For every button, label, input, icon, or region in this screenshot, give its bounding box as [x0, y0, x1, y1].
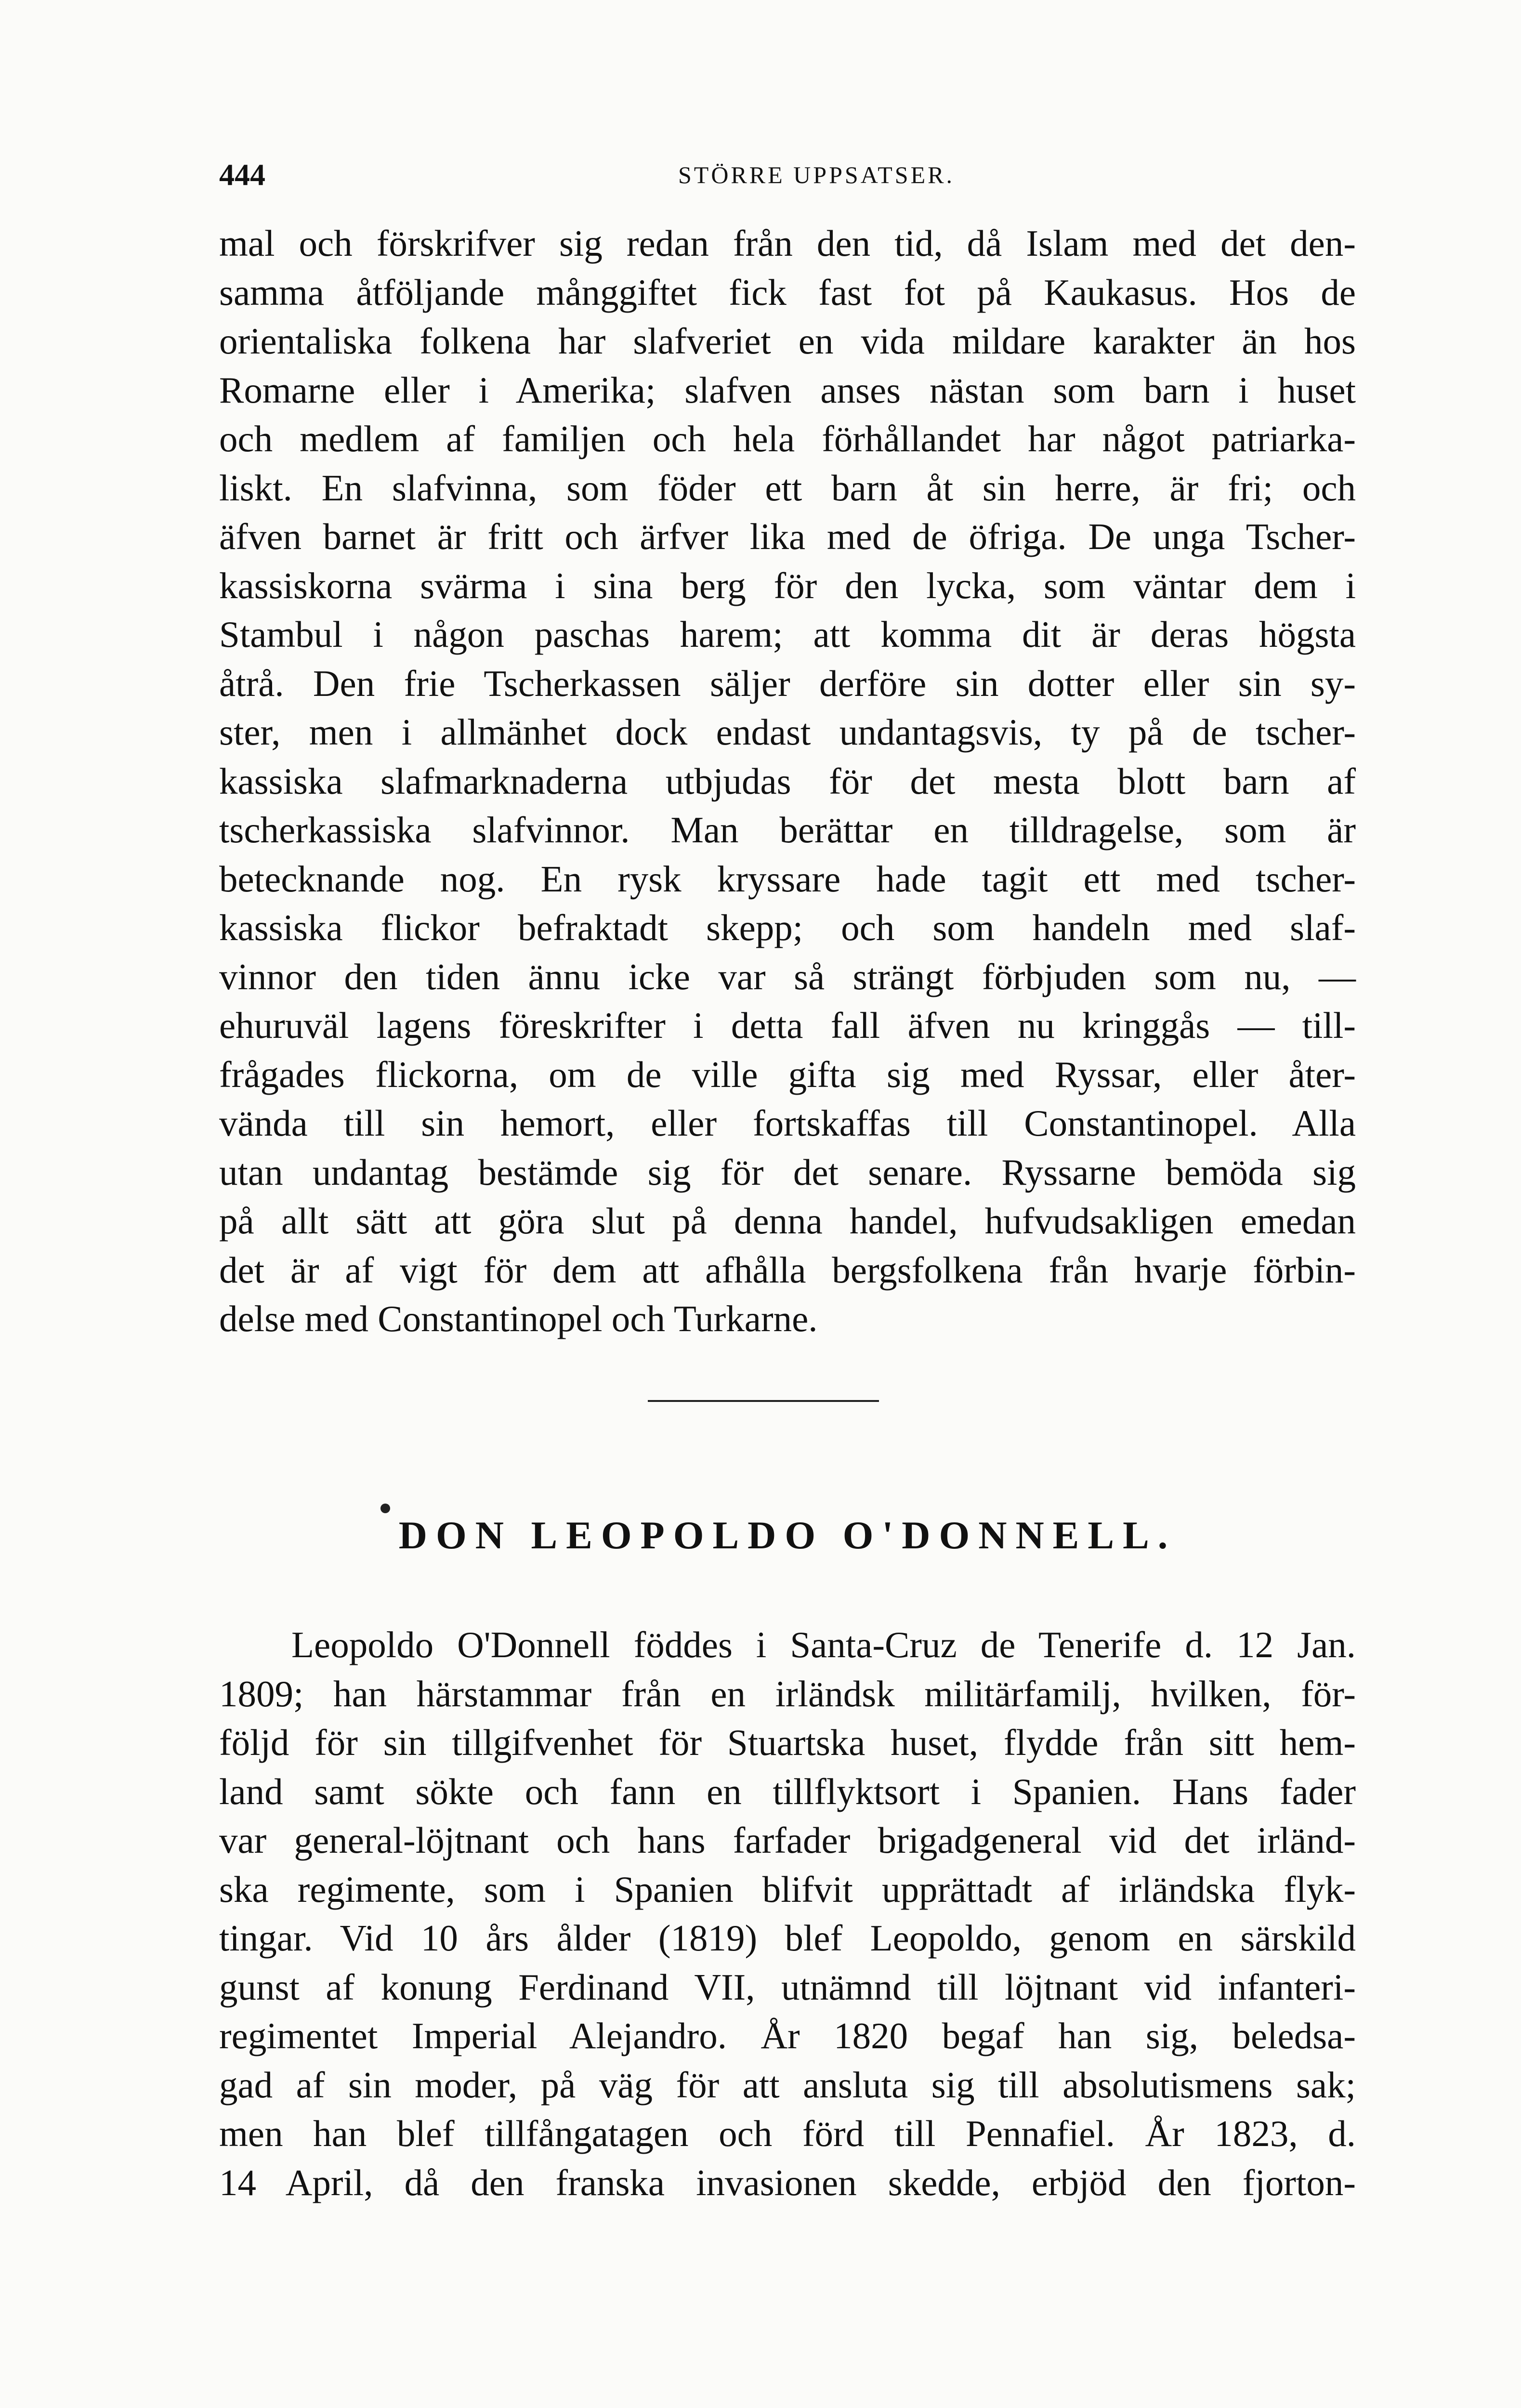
- text-line: ehuruväl lagens föreskrifter i detta fall äfven nu kringgås — till-: [219, 1005, 1356, 1046]
- running-head: STÖRRE UPPSATSER.: [678, 161, 955, 188]
- text-line: frågades flickorna, om de ville gifta sig med Ryssar, eller åter-: [219, 1053, 1356, 1095]
- page-number: 444: [219, 157, 265, 192]
- text-line: utan undantag bestämde sig för det senare. Ryssarne bemöda sig: [219, 1151, 1356, 1193]
- text-line: tscherkassiska slafvinnor. Man berättar en tilldragelse, som är: [219, 809, 1356, 851]
- text-line: på allt sätt att göra slut på denna handel, hufvudsakligen emedan: [219, 1200, 1356, 1242]
- text-line: gad af sin moder, på väg för att ansluta sig till absolutismens sak;: [219, 2064, 1356, 2106]
- text-line: gunst af konung Ferdinand VII, utnämnd till löjtnant vid infanteri-: [219, 1966, 1356, 2008]
- text-line: vinnor den tiden ännu icke var så strängt förbjuden som nu, —: [219, 955, 1356, 997]
- text-line: Leopoldo O'Donnell föddes i Santa-Cruz de Tenerife d. 12 Jan.: [291, 1624, 1356, 1665]
- article-continuation: [219, 219, 1356, 1344]
- text-line: men han blef tillfångatagen och förd till Pennafiel. År 1823, d.: [219, 2113, 1356, 2154]
- text-line: åtrå. Den frie Tscherkassen säljer derföre sin dotter eller sin sy-: [219, 662, 1356, 704]
- text-line: kassiskorna svärma i sina berg för den lycka, som väntar dem i: [219, 564, 1356, 606]
- text-line: land samt sökte och fann en tillflyktsort i Spanien. Hans fader: [219, 1770, 1356, 1812]
- text-line: regimentet Imperial Alejandro. År 1820 begaf han sig, beledsa-: [219, 2015, 1356, 2056]
- text-line: delse med Constantinopel och Turkarne.: [219, 1298, 818, 1339]
- text-line: mal och förskrifver sig redan från den tid, då Islam med det den-: [219, 222, 1356, 264]
- text-line: 1809; han härstammar från en irländsk militärfamilj, hvilken, för-: [219, 1673, 1356, 1714]
- text-line: 14 April, då den franska invasionen skedde, erbjöd den fjorton-: [219, 2161, 1356, 2203]
- page-header: [219, 153, 1356, 196]
- text-line: Stambul i någon paschas harem; att komma dit är deras högsta: [219, 614, 1356, 655]
- text-line: var general-löjtnant och hans farfader brigadgeneral vid det irländ-: [219, 1819, 1356, 1861]
- text-line: äfven barnet är fritt och ärfver lika med de öfriga. De unga Tscher-: [219, 516, 1356, 557]
- text-line: kassiska slafmarknaderna utbjudas för det mesta blott barn af: [219, 760, 1356, 802]
- text-line: tingar. Vid 10 års ålder (1819) blef Leopoldo, genom en särskild: [219, 1917, 1356, 1959]
- text-line: liskt. En slafvinna, som föder ett barn åt sin herre, är fri; och: [219, 467, 1356, 509]
- section-divider-rule: [648, 1400, 879, 1402]
- text-line: betecknande nog. En rysk kryssare hade tagit ett med tscher-: [219, 858, 1356, 900]
- text-line: kassiska flickor befraktadt skepp; och som handeln med slaf-: [219, 907, 1356, 948]
- text-line: och medlem af familjen och hela förhållandet har något patriarka-: [219, 418, 1356, 459]
- text-line: ster, men i allmänhet dock endast undantagsvis, ty på de tscher-: [219, 711, 1356, 753]
- text-line: orientaliska folkena har slafveriet en vida mildare karakter än hos: [219, 320, 1356, 362]
- text-line: följd för sin tillgifvenhet för Stuartska huset, flydde från sitt hem-: [219, 1722, 1356, 1763]
- article-title: DON LEOPOLDO O'DONNELL.: [398, 1513, 1177, 1557]
- article-body: [219, 1621, 1356, 2207]
- text-line: samma åtföljande månggiftet fick fast fot på Kaukasus. Hos de: [219, 271, 1356, 313]
- text-line: vända till sin hemort, eller fortskaffas till Constantinopel. Alla: [219, 1102, 1356, 1144]
- text-line: det är af vigt för dem att afhålla bergsfolkena från hvarje förbin-: [219, 1249, 1356, 1291]
- text-line: ska regimente, som i Spanien blifvit upprättadt af irländska flyk-: [219, 1868, 1356, 1910]
- text-line: Romarne eller i Amerika; slafven anses nästan som barn i huset: [219, 369, 1356, 411]
